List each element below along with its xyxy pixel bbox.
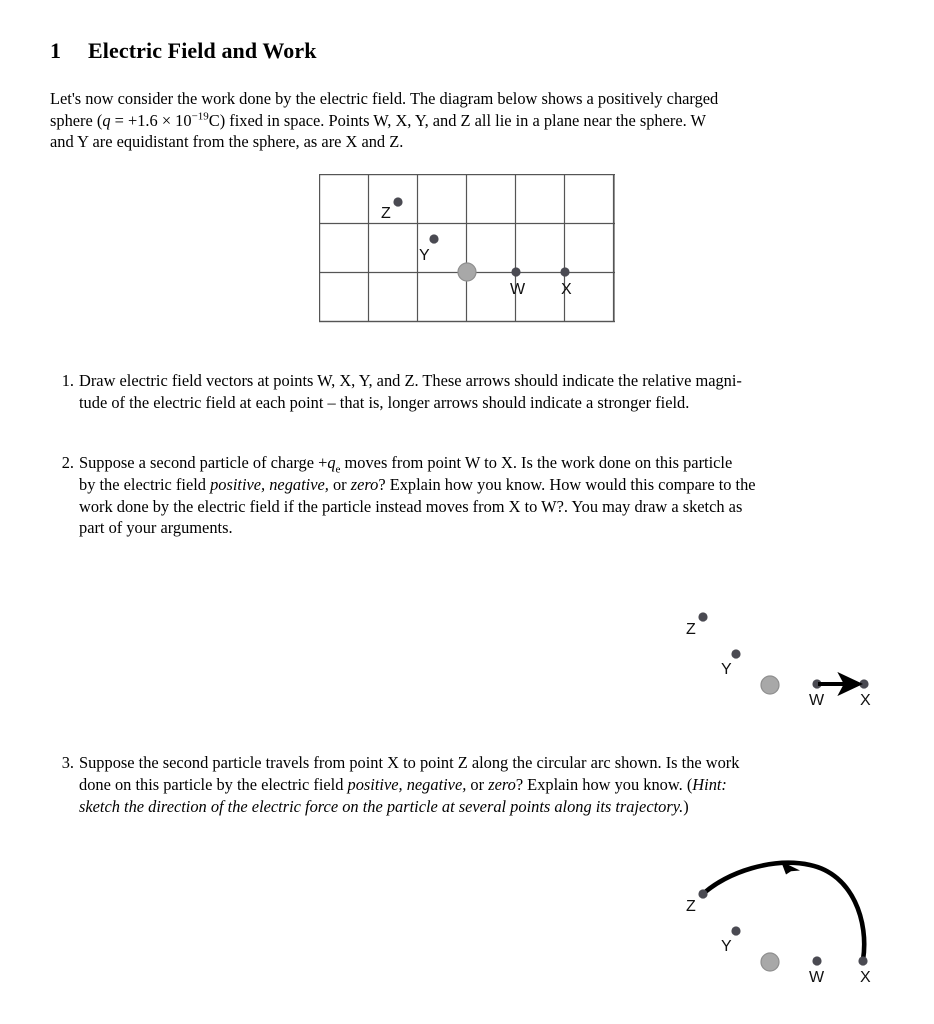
item2-emph-1: positive, negative, [210,474,329,494]
grid-vertical-lines [320,174,614,322]
item3-line-1: Suppose the second particle travels from point X to point Z along the circular arc shown. Is the work [79,753,740,772]
point-y-label: Y [721,661,732,678]
item2-l1a: Suppose a second particle of charge + [79,453,328,472]
list-item [48,370,888,414]
item2-l2b: or [328,474,351,494]
list-marker-3: 3. [61,753,74,772]
intro-paragraph [50,88,888,153]
item3-hint-text: sketch the direction of the electric force on the particle at several points along its trajectory. [79,796,684,816]
point-x-dot [859,679,868,688]
item2-line-1 [79,452,888,474]
list-item-2-body [79,452,888,539]
item3-hint-label: Hint: [692,774,727,794]
item2-line-3: work done by the electric field if the particle instead moves from X to W?. You may draw a sketch as [79,496,743,516]
item3-line-2 [79,774,888,796]
charge-symbol: q [102,110,111,130]
point-z-label: Z [686,621,696,638]
item3-emph-2: zero [488,774,516,794]
list-marker-1: 1. [61,371,74,390]
point-y-label: Y [419,247,430,264]
intro-line-2-c: C) fixed in space. Points W, X, Y, and Z all lie in a plane near the sphere. W [208,110,706,130]
intro-line-2 [50,110,888,132]
intro-line-3: and Y are equidistant from the sphere, as are X and Z. [50,132,404,152]
item2-l1b: moves from point W to X. Is the work done on this particle [340,453,733,472]
item3-l2b: or [466,774,489,794]
point-z-dot [698,889,707,898]
point-y-dot [731,649,740,658]
point-w-dot [812,956,821,965]
intro-line-1: Let's now consider the work done by the electric field. The diagram below shows a positively charged [50,89,719,108]
point-y-label: Y [721,938,732,955]
point-w-dot [511,267,520,276]
point-z-dot [698,612,707,621]
arc-diagram-figure [669,848,901,996]
point-x-dot [560,267,569,276]
item1-line-1: Draw electric field vectors at points W, X, Y, and Z. These arrows should indicate the relative magni- [79,371,742,390]
point-z-dot [393,197,402,206]
exponent: −19 [191,110,209,123]
item2-l2a: by the electric field [79,474,211,494]
item3-l2c: ? Explain how you know. ( [515,774,693,794]
point-y-dot [731,926,740,935]
charged-sphere [761,676,779,694]
point-x-label: X [860,692,871,709]
item2-charge-subscript: e [335,463,341,476]
point-x-label: X [860,969,871,986]
list-item [48,752,888,817]
list-marker-2: 2. [61,453,74,472]
point-x-label: X [561,281,572,298]
point-x-dot [858,956,867,965]
list-item-3-body [79,752,888,817]
point-w-label: W [510,281,526,298]
arrow-diagram-figure [669,604,901,716]
page-title [50,38,317,64]
section-number: 1 [50,38,62,63]
item3-l2a: done on this particle by the electric field [79,774,348,794]
item3-line-3 [79,796,888,818]
list-item-1-body [79,370,888,414]
item3-emph-1: positive, negative, [347,774,467,794]
intro-line-2-b: = +1.6 × 10 [110,110,192,130]
item2-line-2 [79,474,888,496]
point-y-dot [429,234,438,243]
point-w-label: W [809,969,825,986]
item2-charge-symbol: q [327,453,336,472]
item2-line-4: part of your arguments. [79,518,233,538]
point-w-label: W [809,692,825,709]
point-z-label: Z [686,898,696,915]
grid-diagram-figure [319,174,615,324]
list-item [48,452,888,539]
charged-sphere [458,263,476,281]
charged-sphere [761,953,779,971]
item2-l2c: ? Explain how you know. How would this compare to the [378,474,756,494]
item3-hint-close: ) [683,796,689,816]
item1-line-2: tude of the electric field at each point – that is, longer arrows should indicate a stronger field. [79,392,690,412]
intro-line-2-a: sphere ( [50,110,103,130]
section-title-text: Electric Field and Work [88,38,317,63]
item2-emph-2: zero [350,474,379,494]
point-z-label: Z [381,205,391,222]
